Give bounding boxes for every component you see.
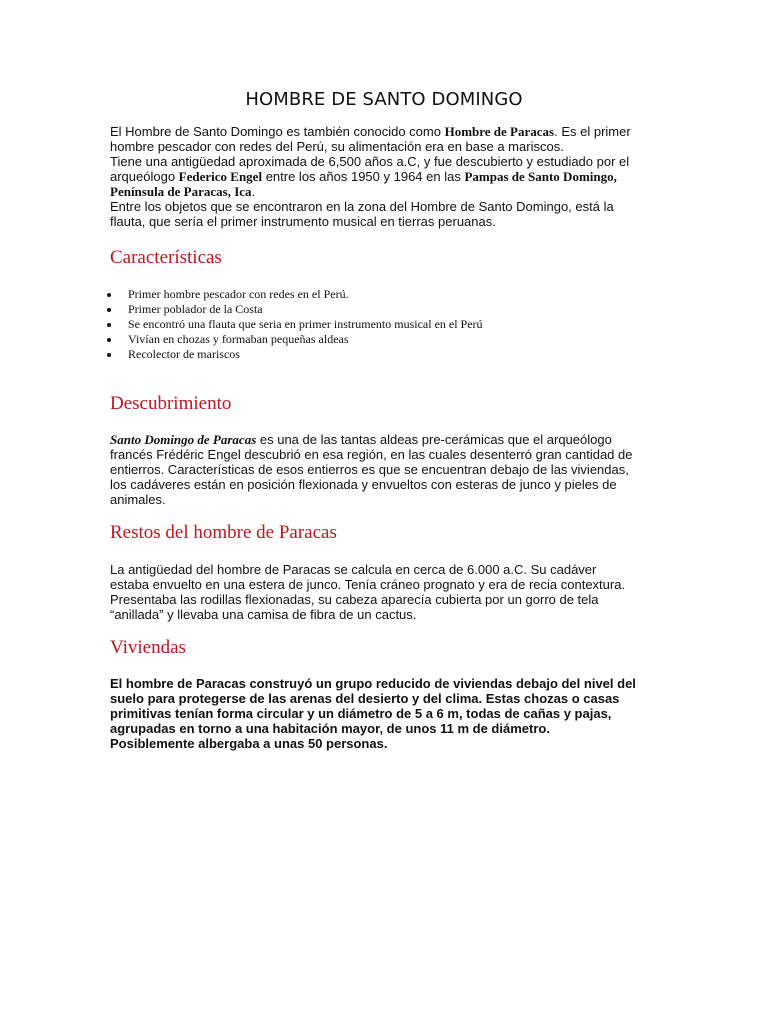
restos-line-2: estaba envuelto en una estera de junco. Tenía cráneo prognato y era de recia contextura. [110,577,626,592]
intro-line-5 [110,184,662,199]
viviendas-line-1: El hombre de Paracas construyó un grupo reducido de viviendas debajo del nivel del [110,676,636,691]
list-item [110,287,483,302]
heading-caracteristicas: Características [110,247,222,268]
list-item [110,347,483,362]
descubrimiento-text: es una de las tantas aldeas pre-cerámicas que el arqueólogo [256,432,612,447]
page-title: HOMBRE DE SANTO DOMINGO [245,89,523,110]
descubrimiento-paragraph [110,432,662,507]
bullet-icon [107,293,111,297]
restos-line-3: Presentaba las rodillas flexionadas, su cabeza aparecía cubierta por un gorro de tela [110,592,599,607]
descubrimiento-line-1 [110,432,662,447]
list-item-text: Se encontró una flauta que seria en primer instrumento musical en el Perú [128,317,483,331]
restos-paragraph [110,562,662,622]
viviendas-line-4: agrupadas en torno a una habitación mayor, de unos 11 m de diámetro. [110,721,550,736]
viviendas-paragraph [110,676,662,751]
intro-emphasis: Federico Engel [178,169,263,184]
list-item [110,317,483,332]
caracteristicas-list [110,287,483,362]
intro-line-2: hombre pescador con redes del Perú, su alimentación era en base a mariscos. [110,139,564,154]
descubrimiento-emphasis: Santo Domingo de Paracas [110,432,257,447]
bullet-icon [107,353,111,357]
descubrimiento-line-2: francés Frédéric Engel descubrió en esa región, en las cuales desenterró gran cantidad de [110,447,633,462]
list-item [110,302,483,317]
intro-emphasis: Hombre de Paracas [444,124,555,139]
bullet-icon [107,323,111,327]
intro-text: . Es el primer [554,124,631,139]
intro-paragraph [110,124,662,229]
intro-text: arqueólogo [110,169,179,184]
viviendas-line-3: primitivas tenían forma circular y un diámetro de 5 a 6 m, todas de cañas y pajas, [110,706,612,721]
intro-line-4 [110,169,662,184]
intro-emphasis: Pampas de Santo Domingo, [464,169,617,184]
intro-text: . [251,184,256,199]
intro-emphasis: Península de Paracas, Ica [110,184,252,199]
list-item-text: Primer hombre pescador con redes en el Perú. [128,287,349,301]
descubrimiento-line-4: los cadáveres están en posición flexionada y envueltos con esteras de junco y pieles de [110,477,617,492]
heading-descubrimiento: Descubrimiento [110,393,232,414]
list-item-text: Vivían en chozas y formaban pequeñas aldeas [128,332,349,346]
descubrimiento-line-3: entierros. Características de esos entierros es que se encuentran debajo de las viviendas, [110,462,629,477]
restos-line-4: “anillada” y llevaba una camisa de fibra de un cactus. [110,607,417,622]
heading-restos: Restos del hombre de Paracas [110,522,337,543]
intro-text: entre los años 1950 y 1964 en las [262,169,465,184]
viviendas-line-5: Posiblemente albergaba a unas 50 personas. [110,736,388,751]
restos-line-1: La antigüedad del hombre de Paracas se calcula en cerca de 6.000 a.C. Su cadáver [110,562,597,577]
heading-viviendas: Viviendas [110,637,186,658]
list-item [110,332,483,347]
intro-line-1 [110,124,662,139]
descubrimiento-line-5: animales. [110,492,166,507]
bullet-icon [107,338,111,342]
list-item-text: Primer poblador de la Costa [128,302,263,316]
list-item-text: Recolector de mariscos [128,347,240,361]
intro-line-3: Tiene una antigüedad aproximada de 6,500 años a.C, y fue descubierto y estudiado por el [110,154,630,169]
intro-line-6: Entre los objetos que se encontraron en la zona del Hombre de Santo Domingo, está la [110,199,614,214]
intro-line-7: flauta, que sería el primer instrumento musical en tierras peruanas. [110,214,496,229]
bullet-icon [107,308,111,312]
intro-text: El Hombre de Santo Domingo es también conocido como [110,124,445,139]
viviendas-line-2: suelo para protegerse de las arenas del desierto y del clima. Estas chozas o casas [110,691,620,706]
